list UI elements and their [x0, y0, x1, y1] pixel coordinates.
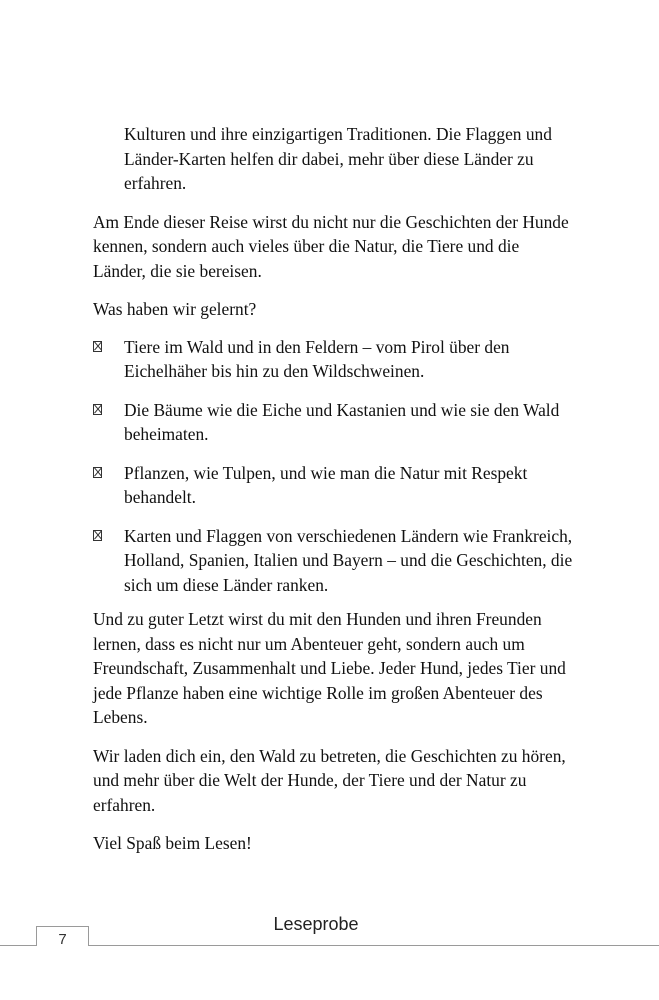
bullet-box-icon — [93, 404, 102, 415]
bullet-box-icon — [93, 341, 102, 352]
paragraph-end-journey: Am Ende dieser Reise wirst du nicht nur die Geschichten der Hunde kennen, sondern auch vieles über die Natur, die Tiere und die Länder, die sie bereisen. — [93, 211, 569, 281]
paragraph-invite: Wir laden dich ein, den Wald zu betreten, die Geschichten zu hören, und mehr über die Welt der Hunde, der Tiere und der Natur zu erfahren. — [93, 745, 566, 815]
list-item-text: Tiere im Wald und in den Feldern – vom Pirol über den Eichelhäher bis hin zu den Wildschweinen. — [124, 336, 510, 381]
paragraph-friends: Und zu guter Letzt wirst du mit den Hunden und ihren Freunden lernen, dass es nicht nur um Abenteuer geht, sondern auch um Freundschaft, Zusammenhalt und Liebe. Jeder Hund, jedes Tier und jede Pflanze haben eine wichtige Rolle im großen Abenteuer des Lebens. — [93, 609, 566, 727]
list-item-text: Karten und Flaggen von verschiedenen Ländern wie Frankreich, Holland, Spanien, Italien und Bayern – und die Geschichten, die sich um diese Länder ranken. — [124, 525, 573, 595]
bullet-box-icon — [93, 530, 102, 541]
page-number: 7 — [36, 926, 89, 946]
bullet-box-icon — [93, 467, 102, 478]
learned-list — [93, 335, 573, 598]
list-item — [93, 335, 573, 384]
list-item — [93, 524, 573, 598]
learned-heading: Was haben wir gelernt? — [93, 299, 257, 319]
footer-divider — [0, 945, 659, 946]
footer-title: Leseprobe — [273, 914, 359, 934]
page-body — [93, 122, 573, 856]
list-item — [93, 398, 573, 447]
intro-continuation: Kulturen und ihre einzigartigen Traditionen. Die Flaggen und Länder-Karten helfen dir dabei, mehr über diese Länder zu erfahren. — [124, 124, 552, 193]
list-item-text: Pflanzen, wie Tulpen, und wie man die Natur mit Respekt behandelt. — [124, 462, 528, 507]
list-item — [93, 461, 573, 510]
list-item-text: Die Bäume wie die Eiche und Kastanien und wie sie den Wald beheimaten. — [124, 399, 560, 444]
closing-line: Viel Spaß beim Lesen! — [93, 833, 252, 853]
